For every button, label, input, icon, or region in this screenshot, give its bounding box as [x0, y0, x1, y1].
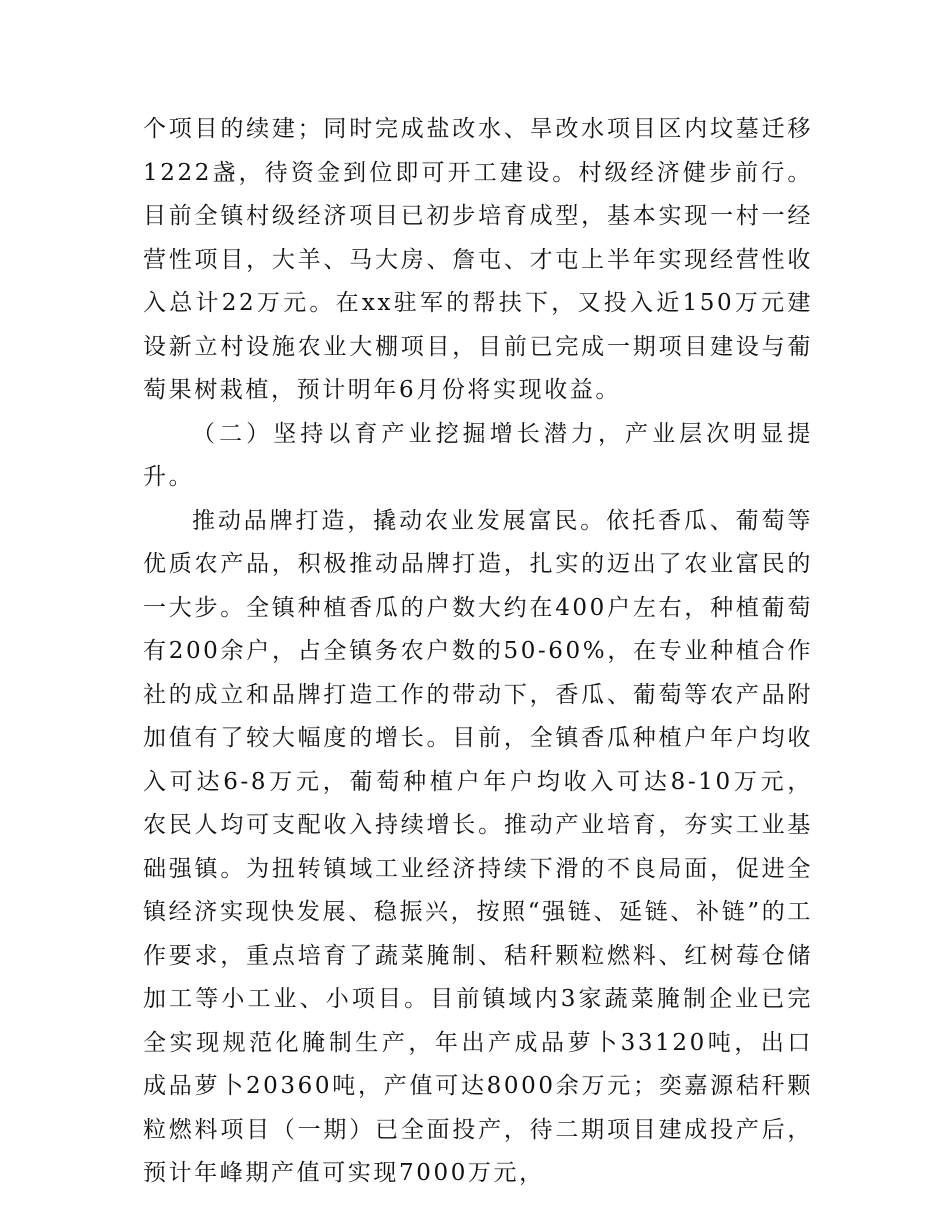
paragraph-continuation: 个项目的续建；同时完成盐改水、旱改水项目区内坟墓迁移1222盏，待资金到位即可开工建设。村级经济健步前行。目前全镇村级经济项目已初步培育成型，基本实现一村一经营性项目，大羊、马大房、詹屯、才屯上半年实现经营性收入总计22万元。在xx驻军的帮扶下，又投入近150万元建设新立村设施农业大棚项目，目前已完成一期项目建设与葡萄果树栽植，预计明年6月份将实现收益。	[143, 116, 813, 403]
section-heading: （二）坚持以育产业挖掘增长潜力，产业层次明显提升。	[143, 420, 813, 490]
paragraph-industry: 推动品牌打造，撬动农业发展富民。依托香瓜、葡萄等优质农产品，积极推动品牌打造，扎实的迈出了农业富民的一大步。全镇种植香瓜的户数大约在400户左右，种植葡萄有200余户，占全镇务农户数的50-60%，在专业种植合作社的成立和品牌打造工作的带动下，香瓜、葡萄等农产品附加值有了较大幅度的增长。目前，全镇香瓜种植户年户均收入可达6-8万元，葡萄种植户年户均收入可达8-10万元，农民人均可支配收入持续增长。推动产业培育，夯实工业基础强镇。为扭转镇域工业经济持续下滑的不良局面，促进全镇经济实现快发展、稳振兴，按照“强链、延链、补链”的工作要求，重点培育了蔬菜腌制、秸秆颗粒燃料、红树莓仓储加工等小工业、小项目。目前镇域内3家蔬菜腌制企业已完全实现规范化腌制生产，年出产成品萝卜33120吨，出口成品萝卜20360吨，产值可达8000余万元；奕嘉源秸秆颗粒燃料项目（一期）已全面投产，待二期项目建成投产后，预计年峰期产值可实现7000万元，	[143, 507, 813, 1186]
document-body	[143, 108, 813, 1196]
